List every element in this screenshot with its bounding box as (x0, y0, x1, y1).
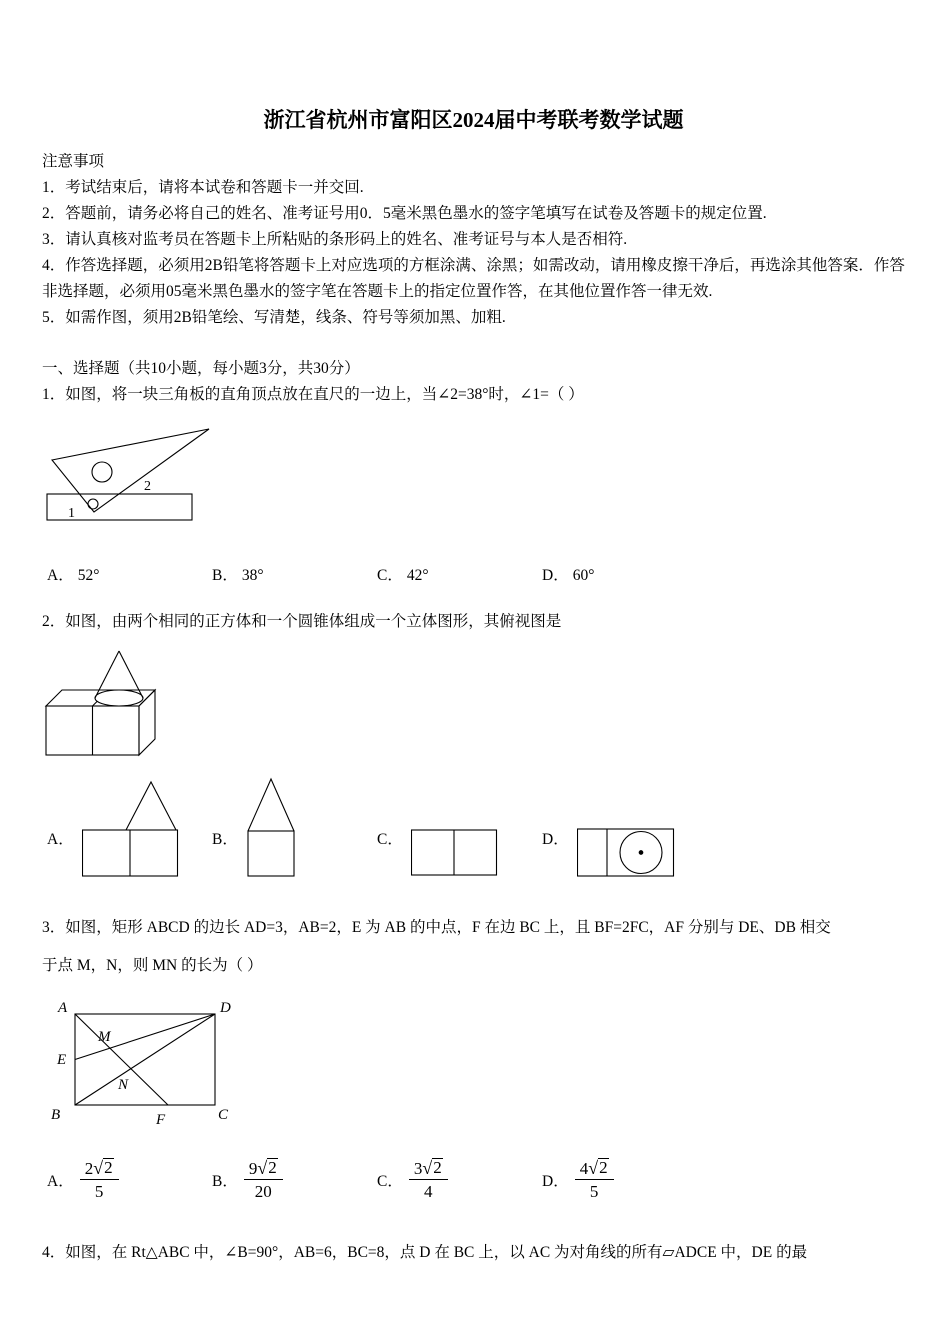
option-label: D． (542, 1173, 569, 1190)
q2-option-c-figure (411, 777, 499, 879)
radicand: 2 (268, 1158, 277, 1178)
q3-option-c (377, 1158, 542, 1202)
radicand: 2 (433, 1158, 442, 1178)
fraction-denominator: 20 (254, 1181, 272, 1201)
q1-option-b (212, 563, 377, 585)
point-f-label: F (156, 1112, 166, 1128)
angle-2-label: 2 (144, 479, 151, 494)
view-rect (577, 829, 673, 876)
q2-options-row (47, 777, 905, 879)
option-label: C． (377, 567, 403, 584)
q1-options-row (47, 563, 905, 585)
fraction (80, 1158, 119, 1202)
coefficient: 2 (84, 1158, 94, 1178)
option-value: 52° (77, 567, 100, 584)
line-db (75, 1014, 215, 1105)
point-e-label: E (57, 1052, 67, 1068)
q2-option-d-figure (577, 777, 677, 879)
sqrt-sign: √ (93, 1157, 104, 1178)
fraction-numerator (409, 1158, 448, 1180)
option-label: A． (47, 567, 74, 584)
radicand: 2 (104, 1158, 113, 1178)
coefficient: 4 (579, 1158, 589, 1178)
coefficient: 3 (413, 1158, 423, 1178)
q3-option-b (212, 1158, 377, 1202)
sqrt-sign: √ (422, 1157, 433, 1178)
fraction-numerator (244, 1158, 283, 1180)
q3-rectangle-figure (50, 997, 300, 1132)
section-1-header: 一、选择题（共10小题，每小题3分，共30分） (42, 360, 360, 377)
q1-triangle-on-ruler-figure (44, 424, 224, 529)
fraction (244, 1158, 283, 1202)
option-value: 38° (241, 567, 264, 584)
question-3-text-line1: 3．如图，矩形 ABCD 的边长 AD=3，AB=2，E 为 AB 的中点，F 在边 BC 上，且 BF=2FC，AF 分别与 DE、DB 相交 (42, 919, 831, 936)
line-de (75, 1014, 215, 1060)
set-square-triangle (52, 429, 209, 512)
sqrt-sign: √ (257, 1157, 268, 1178)
fraction-numerator (80, 1158, 119, 1180)
fraction-denominator: 5 (94, 1181, 104, 1201)
fraction-numerator (575, 1158, 614, 1180)
q3-options-row (47, 1148, 905, 1212)
q1-option-c (377, 563, 542, 585)
point-d-label: D (220, 1000, 231, 1016)
page-title: 浙江省杭州市富阳区2024届中考联考数学试题 (263, 108, 684, 132)
option-label: B． (212, 1173, 238, 1190)
fraction-denominator: 4 (424, 1181, 433, 1201)
q2-option-c (377, 777, 542, 879)
view-rect (248, 831, 294, 876)
question-2-text: 2．如图，由两个相同的正方体和一个圆锥体组成一个立体图形，其俯视图是 (42, 613, 562, 630)
view-triangle (126, 782, 176, 830)
q2-option-a (47, 777, 212, 879)
option-label: B． (212, 831, 238, 848)
fraction (575, 1158, 614, 1202)
angle-1-label: 1 (68, 506, 75, 521)
q2-option-a-figure (82, 777, 182, 879)
question-4-text: 4．如图，在 Rt△ABC 中，∠B=90°，AB=6，BC=8，点 D 在 BC 上，以 AC 为对角线的所有▱ADCE 中，DE 的最 (42, 1244, 808, 1261)
fraction (409, 1158, 448, 1202)
q1-option-d (542, 563, 707, 585)
notice-item-5: 5．如需作图，须用2B铅笔绘、写清楚，线条、符号等须加黑、加粗. (42, 309, 506, 326)
point-a-label: A (58, 1000, 68, 1016)
option-label: C． (377, 1173, 403, 1190)
option-value: 42° (406, 567, 429, 584)
sqrt-sign: √ (588, 1157, 599, 1178)
notice-item-3: 3．请认真核对监考员在答题卡上所粘贴的条形码上的姓名、准考证号与本人是否相符. (42, 231, 628, 248)
question-1-text: 1．如图，将一块三角板的直角顶点放在直尺的一边上，当∠2=38°时，∠1=（ ） (42, 386, 584, 403)
point-b-label: B (51, 1107, 61, 1123)
view-circle-center-dot (639, 851, 643, 855)
q3-option-d (542, 1158, 707, 1202)
option-label: D． (542, 567, 569, 584)
q2-option-b (212, 777, 377, 879)
question-3-text (42, 909, 905, 985)
point-m-label: M (98, 1029, 111, 1045)
view-triangle (248, 779, 294, 831)
option-label: A． (47, 1173, 74, 1190)
point-c-label: C (218, 1107, 229, 1123)
coefficient: 9 (248, 1158, 258, 1178)
notice-item-1: 1．考试结束后，请将本试卷和答题卡一并交回. (42, 179, 364, 196)
notice-item-4: 4．作答选择题，必须用2B铅笔将答题卡上对应选项的方框涂满、涂黑；如需改动，请用橡皮擦干净后，再选涂其他答案．作答非选择题，必须用05毫米黑色墨水的签字笔在答题卡上的指定位置作答，在其他位置作答一律无效. (42, 257, 905, 300)
q1-option-a (47, 563, 212, 585)
option-label: B． (212, 567, 238, 584)
radicand: 2 (599, 1158, 608, 1178)
q2-option-d (542, 777, 707, 879)
vertex-circle (88, 499, 98, 509)
q2-option-b-figure (246, 777, 298, 879)
q2-solid-figure (44, 643, 169, 759)
triangle-hole (92, 462, 112, 482)
notice-item-2: 2．答题前，请务必将自己的姓名、准考证号用0．5毫米黑色墨水的签字笔填写在试卷及答题卡的规定位置. (42, 205, 767, 222)
fraction-denominator: 5 (589, 1181, 599, 1201)
option-label: A． (47, 831, 74, 848)
option-label: C． (377, 831, 403, 848)
option-value: 60° (572, 567, 595, 584)
cone-base-ellipse (95, 690, 143, 706)
point-n-label: N (118, 1077, 129, 1093)
notice-header: 注意事项 (42, 153, 105, 170)
q3-option-a (47, 1158, 212, 1202)
question-3-text-line2: 于点 M，N，则 MN 的长为（ ） (42, 957, 263, 974)
notice-section (42, 149, 905, 331)
option-label: D． (542, 831, 569, 848)
